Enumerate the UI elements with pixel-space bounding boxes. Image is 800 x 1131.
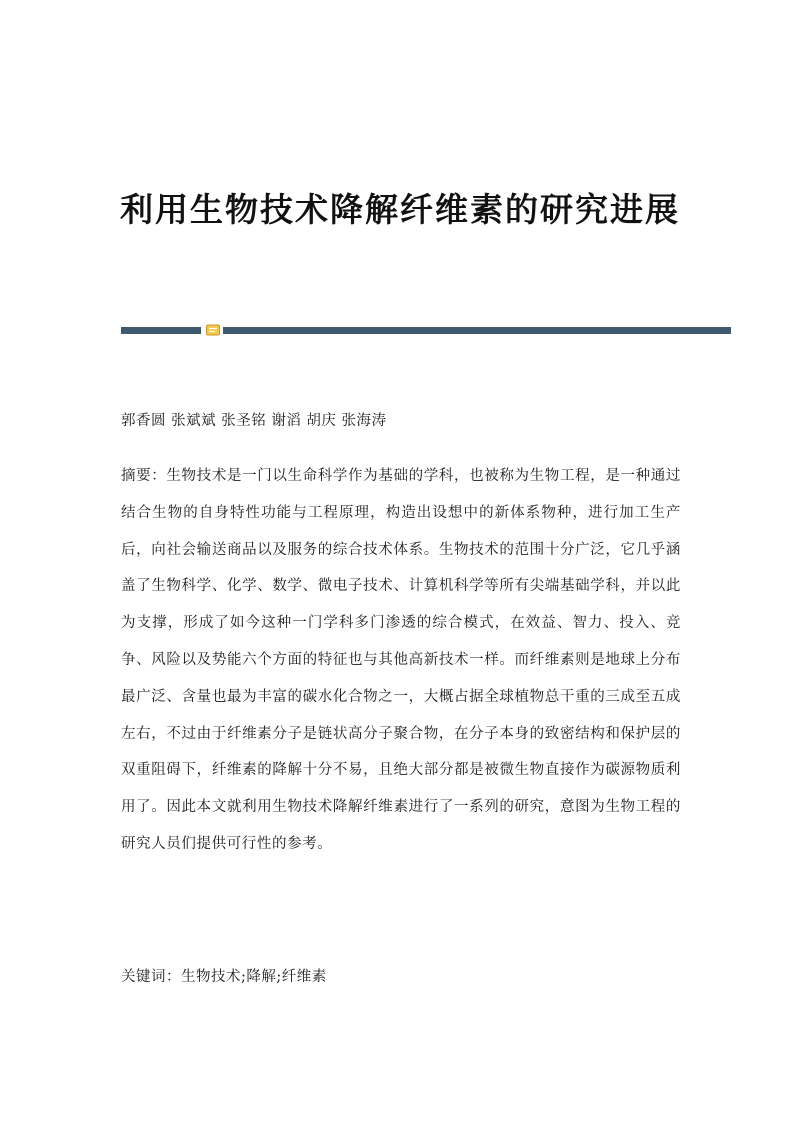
keywords-label: 关键词：	[121, 969, 181, 985]
title-divider	[121, 324, 731, 336]
abstract-text: 生物技术是一门以生命科学作为基础的学科，也被称为生物工程，是一种通过结合生物的自身特性功能与工程原理，构造出设想中的新体系物种，进行加工生产后，向社会输送商品以及服务的综合技术体系。生物技术的范围十分广泛，它几乎涵盖了生物科学、化学、数学、微电子技术、计算机科学等所有尖端基础学科，并以此为支撑，形成了如今这种一门学科多门渗透的综合模式，在效益、智力、投入、竞争、风险以及势能六个方面的特征也与其他高新技术一样。而纤维素则是地球上分布最广泛、含量也最为丰富的碳水化合物之一，大概占据全球植物总干重的三成至五成左右，不过由于纤维素分子是链状高分子聚合物，在分子本身的致密结构和保护层的双重阻碍下，纤维素的降解十分不易，且绝大部分都是被微生物直接作为碳源物质利用了。因此本文就利用生物技术降解纤维素进行了一系列的研究，意图为生物工程的研究人员们提供可行性的参考。	[121, 468, 681, 852]
paper-title: 利用生物技术降解纤维素的研究进展	[120, 190, 680, 229]
keywords-text: 生物技术;降解;纤维素	[181, 969, 327, 985]
pencil-icon	[206, 324, 220, 336]
abstract-label: 摘要：	[121, 468, 167, 484]
keywords-line	[121, 962, 327, 992]
divider-bar-right	[223, 327, 731, 334]
divider-bar-left	[121, 327, 201, 334]
author-list: 郭香圆 张斌斌 张圣铭 谢滔 胡庆 张海涛	[121, 413, 387, 429]
abstract-paragraph	[121, 458, 681, 863]
